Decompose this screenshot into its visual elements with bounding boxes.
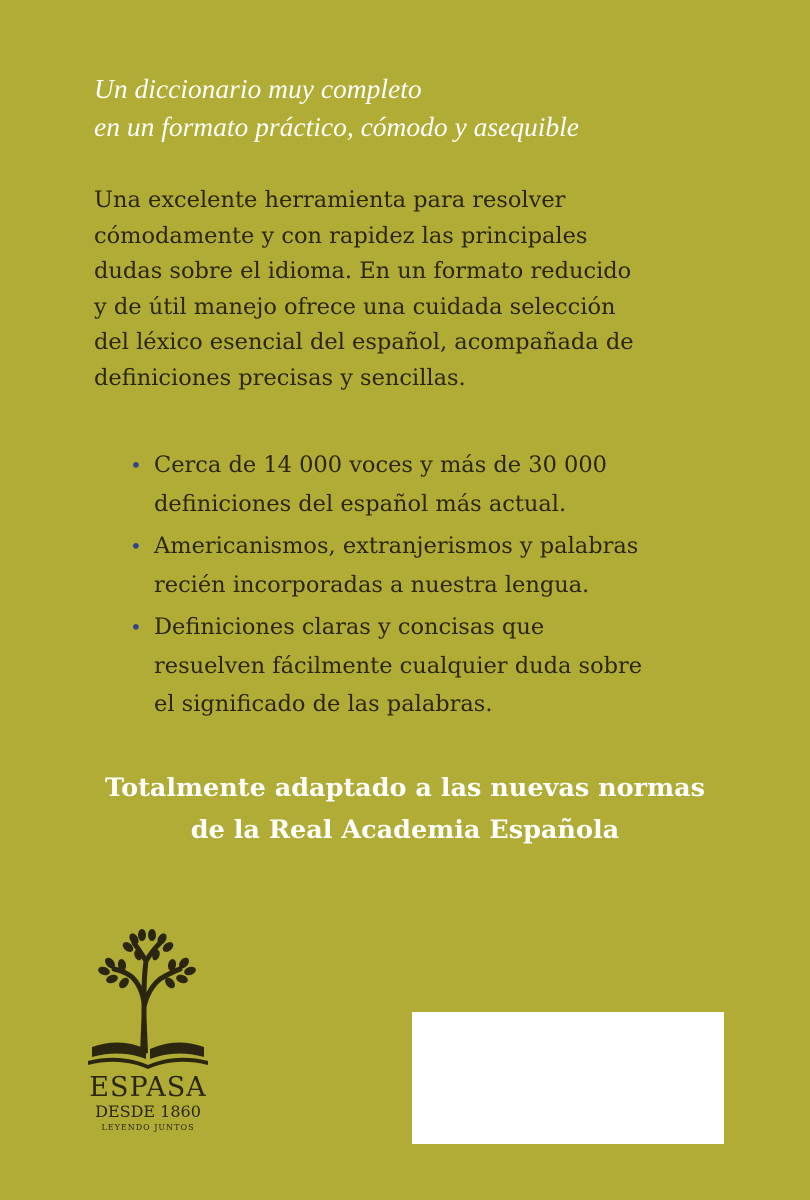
feature-line: resuelven fácilmente cualquier duda sobre [154, 652, 643, 679]
feature-item [94, 446, 784, 523]
tagline [94, 70, 784, 146]
bullet-icon: • [130, 615, 142, 639]
bullet-icon: • [130, 534, 142, 558]
feature-list [94, 446, 784, 728]
intro-line: dudas sobre el idioma. En un formato reducido [94, 258, 632, 284]
closing-line: de la Real Academia Española [190, 815, 620, 845]
feature-line: Definiciones claras y concisas que [154, 614, 545, 640]
feature-item [94, 608, 784, 724]
closing-statement [40, 767, 770, 851]
tagline-line: en un formato práctico, cómodo y asequible [94, 111, 579, 142]
tree-book-icon [84, 925, 212, 1073]
feature-line: Americanismos, extranjerismos y palabras [154, 533, 639, 559]
feature-line: definiciones del español más actual. [154, 490, 567, 517]
feature-line: Cerca de 14 000 voces y más de 30 000 [154, 452, 607, 478]
bullet-icon: • [130, 453, 142, 477]
intro-line: Una excelente herramienta para resolver [94, 187, 566, 213]
feature-item [94, 527, 784, 604]
closing-line: Totalmente adaptado a las nuevas normas [105, 773, 705, 803]
feature-line: el significado de las palabras. [154, 691, 493, 717]
intro-line: y de útil manejo ofrece una cuidada selección [94, 293, 616, 320]
tagline-line: Un diccionario muy completo [94, 73, 422, 104]
publisher-name: ESPASA [89, 1072, 207, 1103]
intro-line: definiciones precisas y sencillas. [94, 364, 466, 391]
intro-line: del léxico esencial del español, acompañada de [94, 329, 634, 355]
intro-line: cómodamente y con rapidez las principales [94, 222, 588, 249]
publisher-motto: LEYENDO JUNTOS [101, 1123, 195, 1132]
feature-line: recién incorporadas a nuestra lengua. [154, 571, 590, 598]
intro-paragraph [94, 183, 784, 396]
publisher-since: DESDE 1860 [95, 1102, 201, 1121]
publisher-logo [84, 925, 212, 1155]
barcode-area [412, 1012, 724, 1144]
